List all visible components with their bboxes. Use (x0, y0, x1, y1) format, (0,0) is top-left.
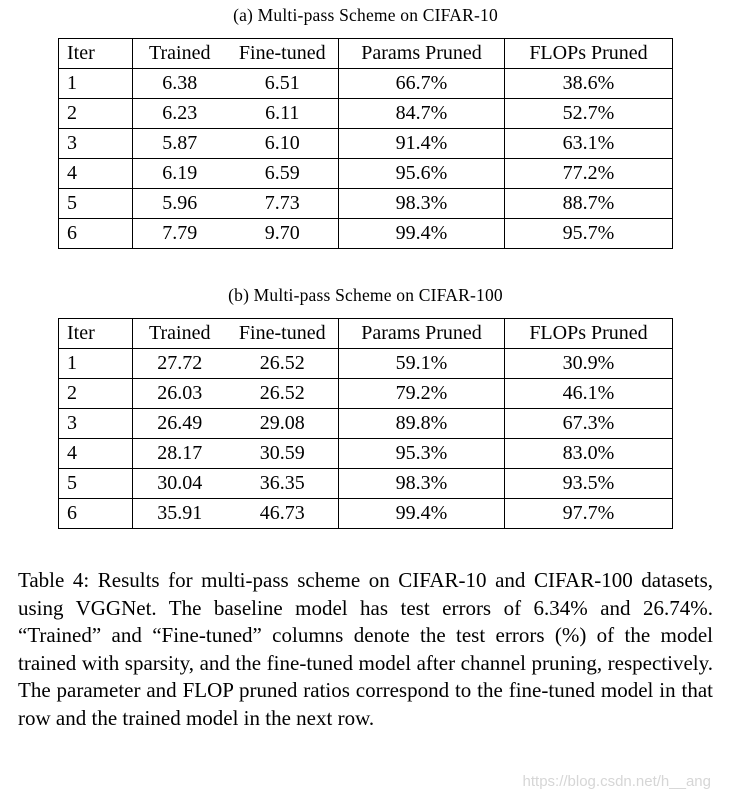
table-cell: 4 (59, 159, 133, 189)
table-cell: 36.35 (227, 469, 339, 499)
table-cell: 6 (59, 219, 133, 249)
table-a-figure (18, 5, 713, 249)
table-cell: 99.4% (339, 219, 505, 249)
watermark-text: https://blog.csdn.net/h__ang (522, 773, 711, 790)
table-cell: 66.7% (339, 69, 505, 99)
table-cell: 28.17 (133, 439, 227, 469)
table-a-caption: (a) Multi-pass Scheme on CIFAR-10 (233, 5, 498, 25)
col-header-iter: Iter (59, 39, 133, 69)
table-cell: 88.7% (505, 189, 673, 219)
col-header-fine-tuned: Fine-tuned (227, 39, 339, 69)
table-cell: 6.38 (133, 69, 227, 99)
col-header-params-pruned: Params Pruned (339, 39, 505, 69)
table-cell: 3 (59, 129, 133, 159)
table-cell: 30.04 (133, 469, 227, 499)
table-cell: 26.52 (227, 349, 339, 379)
table-b-caption: (b) Multi-pass Scheme on CIFAR-100 (228, 285, 503, 305)
col-header-trained: Trained (133, 39, 227, 69)
table-cell: 95.7% (505, 219, 673, 249)
table-row (59, 409, 673, 439)
table-cell: 2 (59, 99, 133, 129)
table-cell: 97.7% (505, 499, 673, 529)
table-cell: 6.10 (227, 129, 339, 159)
table-cell: 93.5% (505, 469, 673, 499)
table-cell: 6.11 (227, 99, 339, 129)
table-cell: 26.49 (133, 409, 227, 439)
table-row (59, 469, 673, 499)
table-cell: 91.4% (339, 129, 505, 159)
table-cell: 46.73 (227, 499, 339, 529)
col-header-trained: Trained (133, 319, 227, 349)
table-cell: 27.72 (133, 349, 227, 379)
table-cell: 29.08 (227, 409, 339, 439)
table-cell: 6.51 (227, 69, 339, 99)
header-row (59, 39, 673, 69)
table-cell: 6 (59, 499, 133, 529)
col-header-fine-tuned: Fine-tuned (227, 319, 339, 349)
table-cell: 5 (59, 189, 133, 219)
table-4-main-caption: Table 4: Results for multi-pass scheme on CIFAR-10 and CIFAR-100 datasets, using VGGNet. The baseline model has test errors of 6.34% and 26.74%. “Trained” and “Fine-tuned” columns denote the test errors (%) of the model trained with sparsity, and the fine-tuned model after channel pruning, respectively. The parameter and FLOP pruned ratios correspond to the fine-tuned model in that row and the trained model in the next row. (18, 568, 713, 730)
col-header-flops-pruned: FLOPs Pruned (505, 319, 673, 349)
table-cell: 1 (59, 349, 133, 379)
table-row (59, 129, 673, 159)
col-header-flops-pruned: FLOPs Pruned (505, 39, 673, 69)
table-cell: 7.79 (133, 219, 227, 249)
table-cell: 9.70 (227, 219, 339, 249)
table-cell: 3 (59, 409, 133, 439)
table-cell: 6.23 (133, 99, 227, 129)
table-row (59, 439, 673, 469)
table-cell: 1 (59, 69, 133, 99)
table-cell: 6.59 (227, 159, 339, 189)
table-cell: 6.19 (133, 159, 227, 189)
table-cell: 35.91 (133, 499, 227, 529)
col-header-iter: Iter (59, 319, 133, 349)
table-cell: 5.96 (133, 189, 227, 219)
table-cell: 95.3% (339, 439, 505, 469)
table-cell: 67.3% (505, 409, 673, 439)
table-row (59, 219, 673, 249)
table-cell: 26.52 (227, 379, 339, 409)
table-row (59, 189, 673, 219)
table-b (58, 318, 673, 529)
table-cell: 89.8% (339, 409, 505, 439)
table-b-figure (18, 285, 713, 529)
table-cell: 95.6% (339, 159, 505, 189)
table-row (59, 159, 673, 189)
col-header-params-pruned: Params Pruned (339, 319, 505, 349)
table-cell: 7.73 (227, 189, 339, 219)
table-cell: 79.2% (339, 379, 505, 409)
table-cell: 98.3% (339, 189, 505, 219)
table-cell: 30.9% (505, 349, 673, 379)
table-cell: 83.0% (505, 439, 673, 469)
table-row (59, 99, 673, 129)
table-cell: 52.7% (505, 99, 673, 129)
table-cell: 38.6% (505, 69, 673, 99)
table-cell: 59.1% (339, 349, 505, 379)
table-cell: 5 (59, 469, 133, 499)
table-row (59, 349, 673, 379)
table-cell: 46.1% (505, 379, 673, 409)
table-a (58, 38, 673, 249)
table-cell: 63.1% (505, 129, 673, 159)
table-cell: 98.3% (339, 469, 505, 499)
table-cell: 5.87 (133, 129, 227, 159)
table-cell: 4 (59, 439, 133, 469)
table-cell: 30.59 (227, 439, 339, 469)
table-cell: 2 (59, 379, 133, 409)
table-cell: 99.4% (339, 499, 505, 529)
table-cell: 26.03 (133, 379, 227, 409)
table-cell: 84.7% (339, 99, 505, 129)
table-cell: 77.2% (505, 159, 673, 189)
table-row (59, 499, 673, 529)
header-row (59, 319, 673, 349)
table-row (59, 379, 673, 409)
table-row (59, 69, 673, 99)
